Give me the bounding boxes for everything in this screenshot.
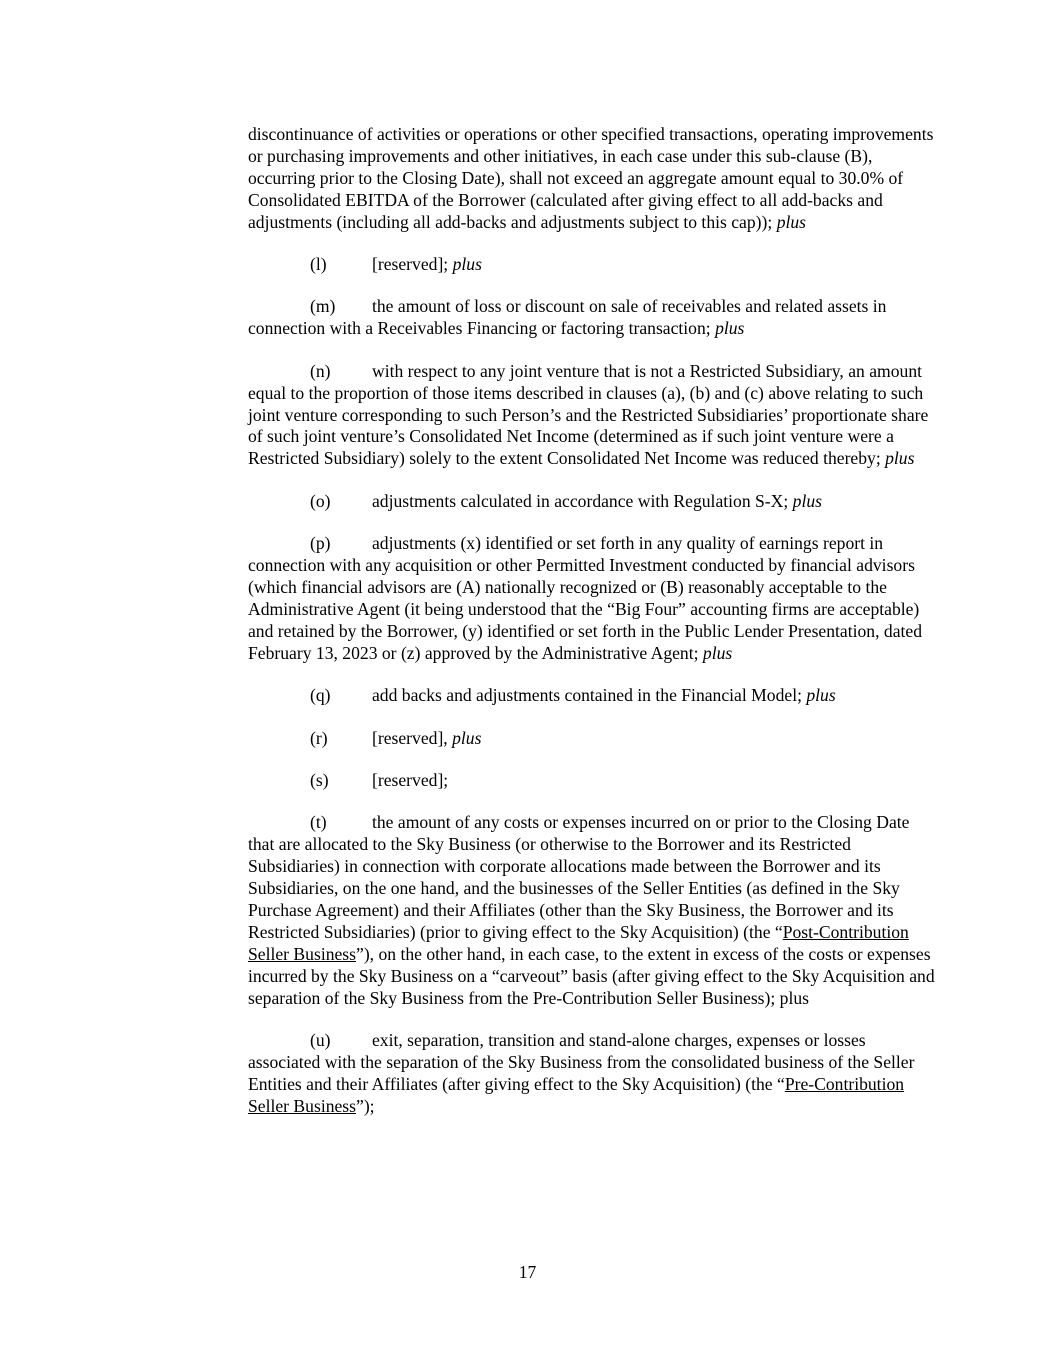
clause-n bbox=[248, 361, 938, 471]
defined-term: Post-Contribution Seller Business bbox=[248, 921, 909, 964]
clause-l bbox=[248, 254, 938, 276]
clause-text: the amount of any costs or expenses incurred on or prior to the Closing Date that are allocated to the Sky Business (or otherwise to the Borrower and its Restricted Subsidiaries) in connection with corporate allocations made between the Borrower and its Subsidiaries, on the one hand, and the businesses of the Seller Entities (as defined in the Sky Purchase Agreement) and their Affiliates (other than the Sky Business, the Borrower and its Restricted Subsidiaries) (prior to giving effect to the Sky Acquisition) (the “ bbox=[248, 812, 910, 942]
continuation-paragraph bbox=[248, 124, 938, 234]
clause-text-continued: ”); bbox=[356, 1095, 375, 1116]
clause-label: (s) bbox=[310, 769, 329, 790]
clause-r bbox=[248, 728, 938, 750]
clause-s bbox=[248, 770, 938, 792]
clause-label: (l) bbox=[310, 254, 327, 275]
plus-connector: plus bbox=[452, 727, 482, 748]
plus-connector: plus bbox=[702, 642, 733, 663]
clause-label: (p) bbox=[310, 533, 331, 554]
clause-p bbox=[248, 533, 938, 664]
clause-label: (q) bbox=[310, 685, 331, 706]
clause-text: exit, separation, transition and stand-alone charges, expenses or losses associated with the separation of the Sky Business from the consolidated business of the Seller Entities and their Affiliates (after giving effect to the Sky Acquisition) (the “ bbox=[248, 1030, 915, 1094]
clause-label: (r) bbox=[310, 727, 328, 748]
clause-text: [reserved]; bbox=[372, 769, 449, 790]
plus-connector: plus bbox=[715, 318, 745, 339]
clause-q bbox=[248, 685, 938, 707]
clause-text-continued: ”), on the other hand, in each case, to the extent in excess of the costs or expenses incurred by the Sky Business on a “carveout” basis (after giving effect to the Sky Acquisition and separation of the Sky Business from the Pre-Contribution Seller Business); plus bbox=[248, 943, 935, 1008]
clause-text: [reserved]; bbox=[372, 254, 449, 275]
plus-connector: plus bbox=[792, 490, 823, 511]
plus-connector: plus bbox=[806, 685, 836, 706]
clause-label: (o) bbox=[310, 490, 331, 511]
clause-u bbox=[248, 1030, 938, 1118]
clause-label: (u) bbox=[310, 1030, 331, 1050]
clause-text: [reserved], bbox=[372, 727, 448, 748]
clause-text: the amount of loss or discount on sale of receivables and related assets in connection with a Receivables Financing or factoring transaction; bbox=[248, 296, 887, 339]
clause-o bbox=[248, 491, 938, 513]
clause-t bbox=[248, 812, 938, 1009]
plus-connector: plus bbox=[885, 448, 915, 469]
clause-text: with respect to any joint venture that is not a Restricted Subsidiary, an amount equal to the proportion of those items described in clauses (a), (b) and (c) above relating to such joint venture corresponding to such Person’s and the Restricted Subsidiaries’ proportionate share of such joint venture’s Consolidated Net Income (determined as if such joint venture were a Restricted Subsidiary) solely to the extent Consolidated Net Income was reduced thereby; bbox=[248, 360, 929, 469]
plus-connector: plus bbox=[452, 254, 482, 275]
continuation-text: discontinuance of activities or operations or other specified transactions, operating improvements or purchasing improvements and other initiatives, in each case under this sub-clause (B), occurring prior to the Closing Date), shall not exceed an aggregate amount equal to 30.0% of Consolidated EBITDA of the Borrower (calculated after giving effect to all add-backs and adjustments (including all add-backs and adjustments subject to this cap)); bbox=[248, 124, 934, 232]
clause-label: (m) bbox=[310, 296, 336, 317]
clause-text: adjustments calculated in accordance with Regulation S-X; bbox=[372, 490, 789, 511]
defined-term: Pre-Contribution Seller Business bbox=[248, 1073, 905, 1116]
document-body bbox=[248, 124, 938, 1118]
clause-label: (n) bbox=[310, 360, 331, 381]
clause-m bbox=[248, 296, 938, 340]
clause-text: add backs and adjustments contained in the Financial Model; bbox=[372, 685, 802, 706]
page-number: 17 bbox=[518, 1262, 537, 1282]
clause-label: (t) bbox=[310, 812, 327, 833]
plus-connector: plus bbox=[776, 211, 807, 232]
clause-text: adjustments (x) identified or set forth in any quality of earnings report in connection with any acquisition or other Permitted Investment conducted by financial advisors (which financial advisors are (A) nationally recognized or (B) reasonably acceptable to the Administrative Agent (it being understood that the “Big Four” accounting firms are acceptable) and retained by the Borrower, (y) identified or set forth in the Public Lender Presentation, dated February 13, 2023 or (z) approved by the Administrative Agent; bbox=[248, 533, 923, 663]
